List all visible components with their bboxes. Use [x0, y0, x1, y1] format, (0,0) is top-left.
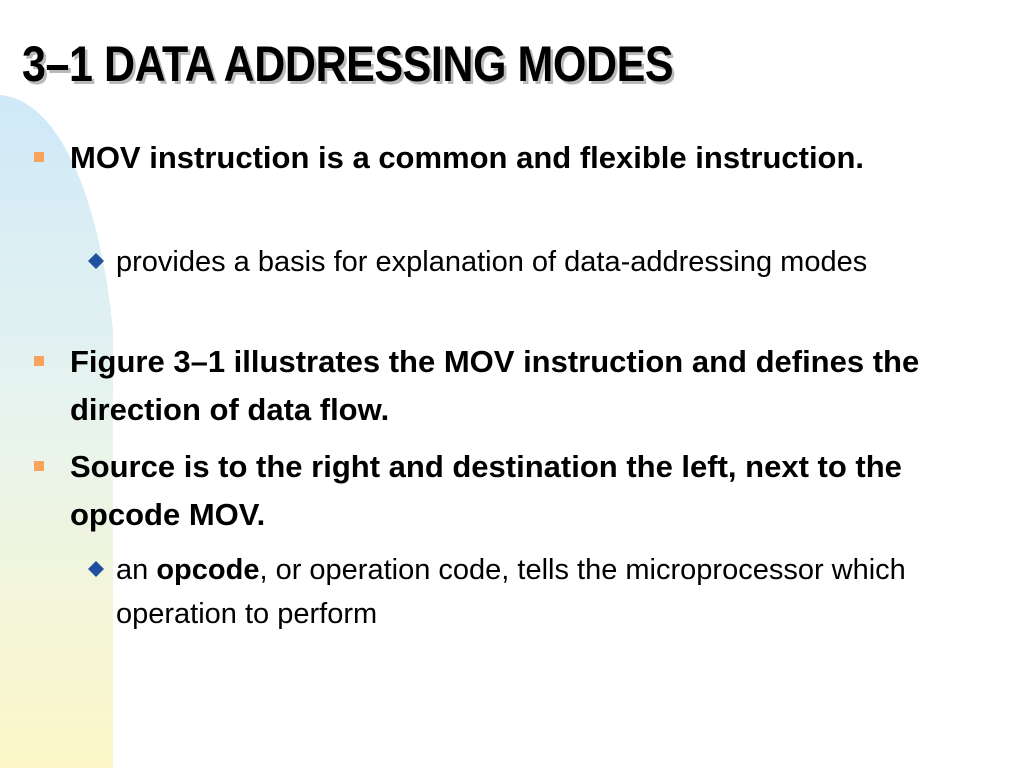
diamond-bullet-icon — [87, 252, 105, 270]
bullet-item-2 — [70, 338, 970, 434]
sub-bullet-prefix: an — [116, 554, 157, 586]
bullet-text: MOV instruction is a common and flexible instruction. — [70, 140, 865, 175]
bullet-text: Source is to the right and destination the left, next to the opcode MOV. — [70, 449, 902, 532]
sub-bullet-item-2 — [116, 548, 976, 636]
bullet-item-3 — [70, 443, 970, 539]
bullet-text: Figure 3–1 illustrates the MOV instruction and defines the direction of data flow. — [70, 344, 920, 427]
opcode-term: opcode — [156, 554, 260, 586]
bullet-item-1 — [70, 134, 970, 182]
square-bullet-icon — [34, 152, 44, 162]
sub-bullet-item-1 — [116, 240, 976, 284]
sub-bullet-text: provides a basis for explanation of data-addressing modes — [116, 246, 868, 278]
sub-bullet-suffix: , or operation code, tells the microprocessor which operation to perform — [116, 554, 906, 630]
square-bullet-icon — [34, 356, 44, 366]
square-bullet-icon — [34, 461, 44, 471]
diamond-bullet-icon — [87, 560, 105, 578]
slide-title: 3–1 DATA ADDRESSING MODES — [22, 36, 674, 92]
